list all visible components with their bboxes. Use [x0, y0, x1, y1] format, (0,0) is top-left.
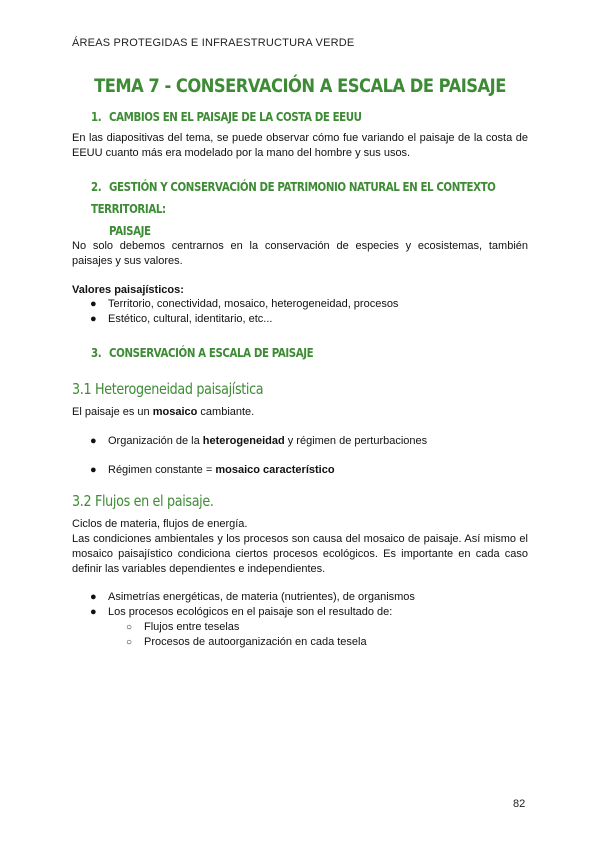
list-item: ● Régimen constante = mosaico característico	[90, 464, 335, 476]
subsection-3-2-line1: Ciclos de materia, flujos de energía.	[72, 518, 248, 530]
flows-list	[72, 590, 415, 650]
subsection-3-1-heading: 3.1 Heterogeneidad paisajística	[72, 380, 264, 398]
list-item: ● Estético, cultural, identitario, etc...	[90, 313, 273, 325]
flows-sub-list	[108, 620, 415, 650]
list-item: ● Territorio, conectividad, mosaico, heterogeneidad, procesos	[90, 298, 399, 310]
list-item: ● Organización de la heterogeneidad y régimen de perturbaciones	[90, 435, 428, 447]
list-item: ● Los procesos ecológicos en el paisaje son el resultado de: ○ Flujos entre teselas ○ Procesos de autoorganización en cada tesela	[72, 605, 415, 650]
section-2-title-line2: PAISAJE	[109, 223, 151, 238]
heterogeneity-list-2	[72, 463, 335, 478]
hollow-circle-icon: ○	[126, 637, 133, 648]
values-label: Valores paisajísticos:	[72, 284, 184, 296]
section-3-heading	[91, 342, 313, 364]
sub-list-item: ○ Procesos de autoorganización en cada tesela	[126, 636, 367, 648]
subsection-3-2-heading: 3.2 Flujos en el paisaje.	[72, 492, 214, 510]
section-1-heading	[91, 106, 362, 128]
section-1-text: En las diapositivas del tema, se puede observar cómo fue variando el paisaje de la costa de EEUU cuanto más era modelado por la mano del hombre y sus usos.	[72, 132, 528, 159]
values-list	[72, 297, 398, 327]
section-3-title: CONSERVACIÓN A ESCALA DE PAISAJE	[109, 345, 314, 360]
hollow-circle-icon: ○	[126, 622, 133, 633]
section-3-number: 3.	[91, 345, 102, 360]
section-1-number: 1.	[91, 109, 102, 124]
section-1-title: CAMBIOS EN EL PAISAJE DE LA COSTA DE EEUU	[109, 109, 362, 124]
bullet-dot-icon: ●	[90, 298, 97, 310]
subsection-3-1-text: El paisaje es un mosaico cambiante.	[72, 406, 255, 418]
subsection-3-2-paragraph: Las condiciones ambientales y los procesos son causa del mosaico de paisaje. Así mismo el mosaico paisajístico condiciona ciertos procesos ecológicos. Es importante en cada caso definir las variables dependientes e independientes.	[72, 533, 528, 575]
page-number: 82	[513, 798, 526, 810]
list-item: ● Asimetrías energéticas, de materia (nutrientes), de organismos	[90, 591, 415, 603]
bullet-dot-icon: ●	[90, 464, 97, 476]
running-header: ÁREAS PROTEGIDAS E INFRAESTRUCTURA VERDE	[72, 37, 355, 49]
heterogeneity-list	[72, 434, 427, 449]
bullet-dot-icon: ●	[90, 591, 97, 603]
bullet-dot-icon: ●	[90, 606, 97, 618]
section-2-number: 2.	[91, 179, 102, 194]
bullet-dot-icon: ●	[90, 313, 97, 325]
sub-list-item: ○ Flujos entre teselas	[126, 621, 240, 633]
section-2-heading	[91, 176, 550, 242]
page-title: TEMA 7 - CONSERVACIÓN A ESCALA DE PAISAJE	[94, 75, 506, 97]
section-2-text: No solo debemos centrarnos en la conservación de especies y ecosistemas, también paisajes y sus valores.	[72, 240, 528, 267]
section-2-title-line1: GESTIÓN Y CONSERVACIÓN DE PATRIMONIO NATURAL EN EL CONTEXTO TERRITORIAL:	[91, 179, 496, 216]
bullet-dot-icon: ●	[90, 435, 97, 447]
